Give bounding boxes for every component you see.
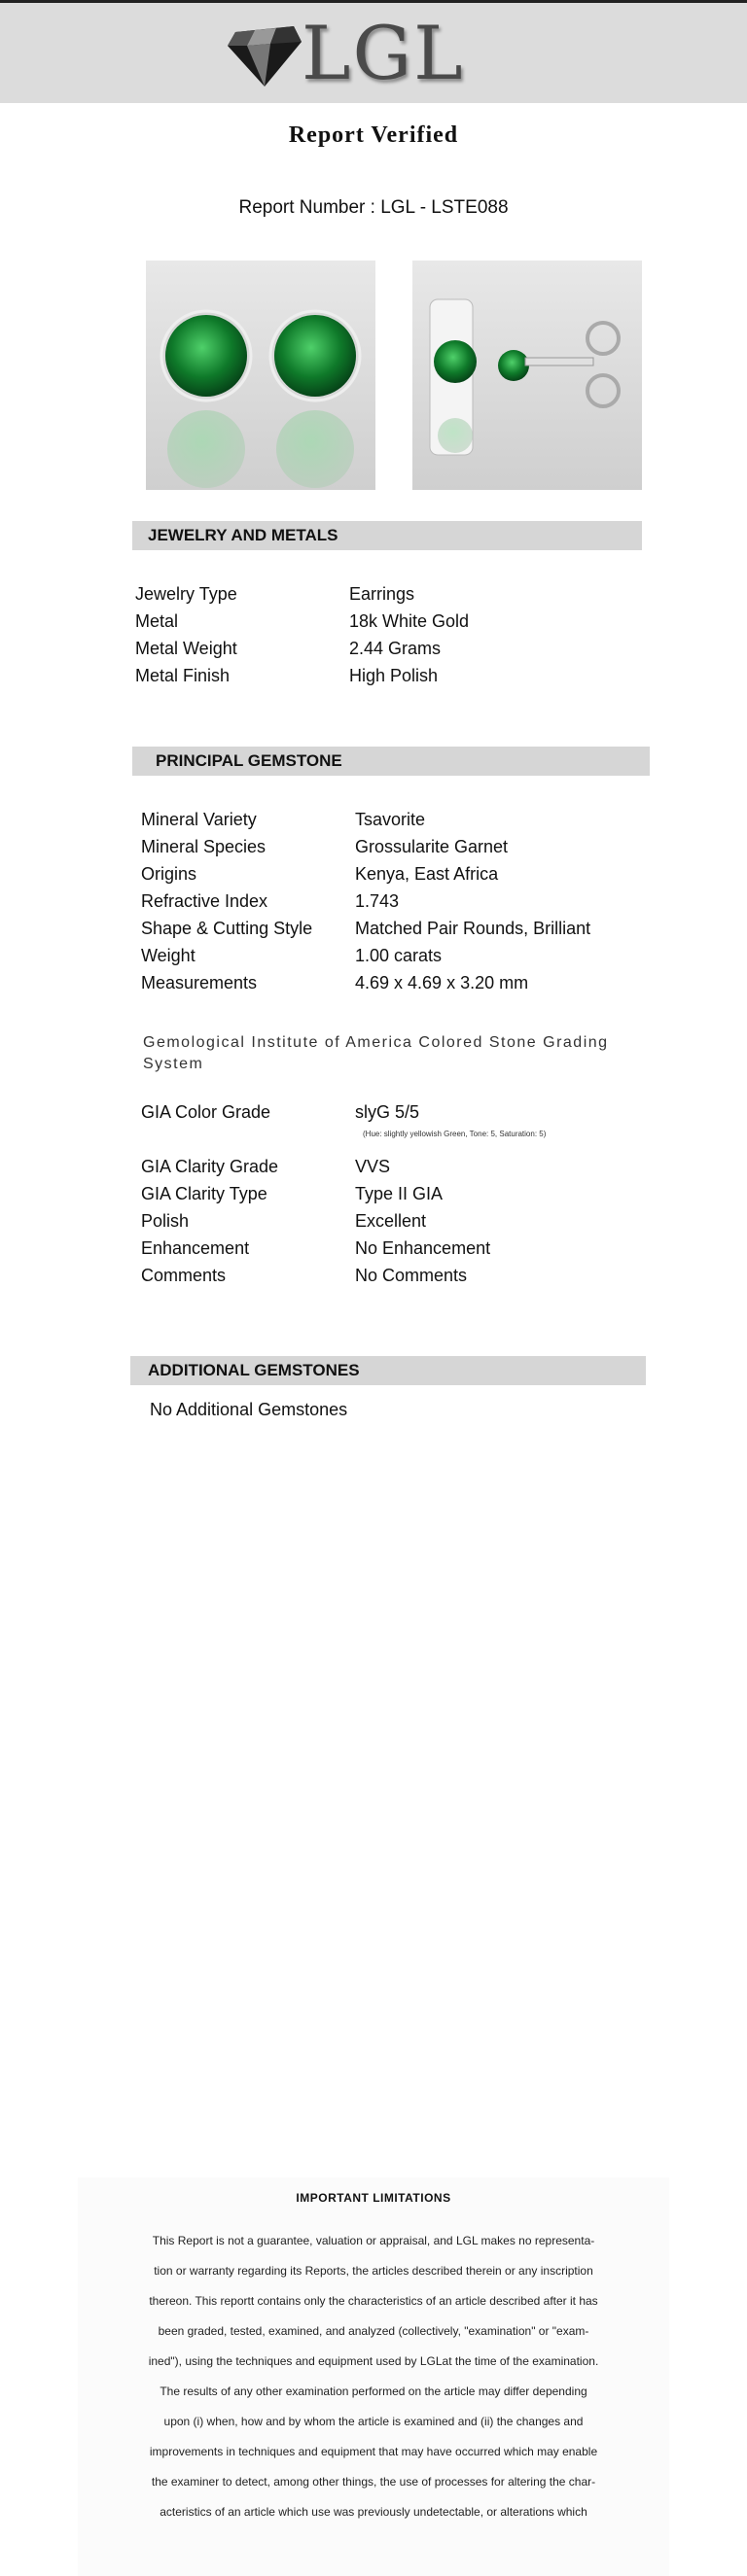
row-value: 18k White Gold [349,611,470,631]
row-value: No Comments [355,1266,468,1285]
limitations-line: The results of any other examination performed on the article may differ depending [160,2385,587,2398]
row-label: Measurements [141,973,258,992]
earrings-front-photo [146,261,375,490]
jewelry-section-header: JEWELRY AND METALS [132,521,642,550]
limitations-line: upon (i) when, how and by whom the article is examined and (ii) the changes and [163,2415,584,2428]
row-value: VVS [355,1157,391,1176]
limitations-line: the examiner to detect, among other things, the use of processes for altering the char- [151,2475,596,2489]
row-label: Origins [141,864,197,884]
row-label: GIA Clarity Grade [141,1157,279,1176]
report-number: Report Number : LGL - LSTE088 [238,197,509,218]
row-value: Grossularite Garnet [355,837,509,856]
limitations-line: acteristics of an article which use was previously undetectable, or alterations which [160,2505,587,2519]
diamond-icon [226,20,303,88]
row-value: 2.44 Grams [349,639,442,658]
limitations-text [105,2226,642,2527]
limitations-line: This Report is not a guarantee, valuation or appraisal, and LGL makes no representa- [152,2234,595,2247]
row-label: Mineral Species [141,837,267,856]
row-label: Refractive Index [141,891,268,911]
row-label: GIA Color Grade [141,1102,271,1122]
additional-section-header: ADDITIONAL GEMSTONES [130,1356,646,1385]
row-label: Metal [135,611,179,631]
limitations-line: tion or warranty regarding its Reports, the articles described therein or any inscription [154,2264,593,2278]
row-label: Mineral Variety [141,810,257,829]
limitations-line: ined"), using the techniques and equipment used by LGLat the time of the examination. [148,2354,599,2368]
header-bar [0,0,747,103]
lgl-logo [226,10,479,96]
row-label: Shape & Cutting Style [141,919,313,938]
row-label: Enhancement [141,1238,250,1258]
earrings-side-photo [412,261,642,490]
row-label: Polish [141,1211,190,1231]
row-value: No Enhancement [355,1238,491,1258]
logo-text: LGL [302,10,465,96]
limitations-line: thereon. This reportt contains only the characteristics of an article described after it has [149,2294,598,2308]
row-label: Metal Weight [135,639,237,658]
row-value: Excellent [355,1211,427,1231]
page-title: Report Verified [288,122,459,148]
row-label: Metal Finish [135,666,231,685]
row-value: Type II GIA [355,1184,444,1203]
principal-section-header: PRINCIPAL GEMSTONE [132,747,650,776]
row-value: slyG 5/5 [355,1102,420,1122]
row-label: Jewelry Type [135,584,237,604]
row-value: Matched Pair Rounds, Brilliant [355,919,591,938]
color-grade-note: (Hue: slightly yellowish Green, Tone: 5, Saturation: 5) [363,1130,547,1138]
row-value: Earrings [349,584,415,604]
row-value: Tsavorite [355,810,426,829]
limitations-line: improvements in techniques and equipment that may have occurred which may enable [149,2445,598,2458]
row-value: High Polish [349,666,439,685]
row-value: Kenya, East Africa [355,864,499,884]
row-value: 4.69 x 4.69 x 3.20 mm [355,973,529,992]
additional-gemstones-text: No Additional Gemstones [150,1400,348,1419]
limitations-line: been graded, tested, examined, and analyzed (collectively, "examination" or "exam- [158,2324,589,2338]
row-label: Comments [141,1266,227,1285]
gia-grading-system: Gemological Institute of America Colored Stone Grading System [143,1034,609,1072]
row-value: 1.00 carats [355,946,443,965]
row-label: GIA Clarity Type [141,1184,267,1203]
row-label: Weight [141,946,196,965]
limitations-heading: IMPORTANT LIMITATIONS [296,2191,451,2205]
important-limitations [78,2177,669,2576]
row-value: 1.743 [355,891,400,911]
